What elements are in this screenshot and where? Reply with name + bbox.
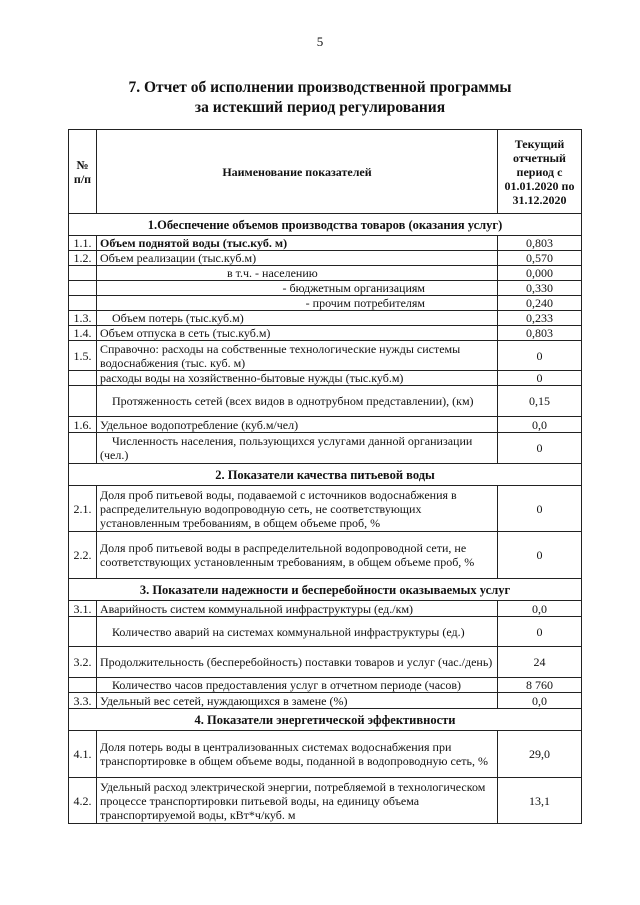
row-value: 0,330 — [498, 281, 582, 296]
table-row — [69, 532, 582, 579]
table-row — [69, 433, 582, 464]
page-title — [0, 78, 640, 118]
title-line-1: 7. Отчет об исполнении производственной программы — [128, 79, 512, 96]
table-header-row — [69, 130, 582, 214]
table-row — [69, 617, 582, 647]
table-row — [69, 341, 582, 371]
row-value: 0,0 — [498, 601, 582, 617]
row-name: Удельный расход электрической энергии, потребляемой в технологическом процессе транспортировки питьевой воды, на единицу объема транспортируемой воды, кВт*ч/куб. м — [97, 778, 498, 824]
row-num: 4.1. — [69, 731, 97, 778]
row-value: 0,000 — [498, 266, 582, 281]
row-num: 1.5. — [69, 341, 97, 371]
row-name: Продолжительность (бесперебойность) поставки товаров и услуг (час./день) — [97, 647, 498, 678]
row-name: расходы воды на хозяйственно-бытовые нужды (тыс.куб.м) — [97, 371, 498, 386]
row-num: 4.2. — [69, 778, 97, 824]
table-row — [69, 266, 582, 281]
row-value: 0 — [498, 617, 582, 647]
row-name: Объем поднятой воды (тыс.куб. м) — [97, 236, 498, 251]
row-name: Аварийность систем коммунальной инфраструктуры (ед./км) — [97, 601, 498, 617]
header-num: № п/п — [69, 130, 97, 214]
header-name: Наименование показателей — [97, 130, 498, 214]
row-name: Численность населения, пользующихся услугами данной организации (чел.) — [97, 433, 498, 464]
report-table — [68, 129, 582, 824]
row-num: 1.1. — [69, 236, 97, 251]
row-value: 0 — [498, 433, 582, 464]
row-num: 2.1. — [69, 486, 97, 532]
row-value: 13,1 — [498, 778, 582, 824]
table-row — [69, 296, 582, 311]
section-title: 4. Показатели энергетической эффективности — [69, 709, 582, 731]
row-value: 0 — [498, 486, 582, 532]
table-row — [69, 678, 582, 693]
table-row — [69, 601, 582, 617]
row-name: в т.ч. - населению — [97, 266, 498, 281]
table-row — [69, 251, 582, 266]
row-value: 0,803 — [498, 326, 582, 341]
row-value: 0 — [498, 371, 582, 386]
row-value: 0,570 — [498, 251, 582, 266]
row-name: Справочно: расходы на собственные технологические нужды системы водоснабжения (тыс. куб. м) — [97, 341, 498, 371]
section-title: 1.Обеспечение объемов производства товаров (оказания услуг) — [69, 214, 582, 236]
section-row — [69, 464, 582, 486]
row-num: 1.4. — [69, 326, 97, 341]
row-value: 0,803 — [498, 236, 582, 251]
table-row — [69, 311, 582, 326]
row-name: Объем отпуска в сеть (тыс.куб.м) — [97, 326, 498, 341]
row-name: Объем реализации (тыс.куб.м) — [97, 251, 498, 266]
row-name: Количество аварий на системах коммунальной инфраструктуры (ед.) — [97, 617, 498, 647]
section-title: 3. Показатели надежности и бесперебойности оказываемых услуг — [69, 579, 582, 601]
row-name: Удельный вес сетей, нуждающихся в замене (%) — [97, 693, 498, 709]
row-value: 0 — [498, 341, 582, 371]
row-value: 29,0 — [498, 731, 582, 778]
row-num: 3.3. — [69, 693, 97, 709]
row-num: 1.2. — [69, 251, 97, 266]
row-name: Доля потерь воды в централизованных системах водоснабжения при транспортировке в общем объеме воды, поданной в водопроводную сеть, % — [97, 731, 498, 778]
row-name: Объем потерь (тыс.куб.м) — [97, 311, 498, 326]
table-row — [69, 236, 582, 251]
row-value: 8 760 — [498, 678, 582, 693]
row-value: 0,0 — [498, 693, 582, 709]
table-row — [69, 386, 582, 417]
row-num: 3.1. — [69, 601, 97, 617]
row-name: Количество часов предоставления услуг в отчетном периоде (часов) — [97, 678, 498, 693]
row-name: - бюджетным организациям — [97, 281, 498, 296]
row-num: 3.2. — [69, 647, 97, 678]
table-row — [69, 486, 582, 532]
row-num: 2.2. — [69, 532, 97, 579]
row-name: Протяженность сетей (всех видов в однотрубном представлении), (км) — [97, 386, 498, 417]
table-row — [69, 281, 582, 296]
row-name: Доля проб питьевой воды в распределительной водопроводной сети, не соответствующих установленным требованиям, в общем объеме проб, % — [97, 532, 498, 579]
table-row — [69, 778, 582, 824]
row-value: 0 — [498, 532, 582, 579]
row-num — [69, 433, 97, 464]
row-num — [69, 266, 97, 281]
row-name: Удельное водопотребление (куб.м/чел) — [97, 417, 498, 433]
row-value: 0,240 — [498, 296, 582, 311]
row-num — [69, 296, 97, 311]
page-number: 5 — [316, 34, 324, 49]
table-row — [69, 693, 582, 709]
table-row — [69, 731, 582, 778]
row-value: 0,233 — [498, 311, 582, 326]
section-row — [69, 579, 582, 601]
row-num — [69, 386, 97, 417]
row-value: 0,15 — [498, 386, 582, 417]
table-row — [69, 647, 582, 678]
table-row — [69, 417, 582, 433]
row-num — [69, 678, 97, 693]
row-num: 1.6. — [69, 417, 97, 433]
section-title: 2. Показатели качества питьевой воды — [69, 464, 582, 486]
header-value: Текущий отчетный период с 01.01.2020 по 31.12.2020 — [498, 130, 582, 214]
table-row — [69, 326, 582, 341]
section-row — [69, 709, 582, 731]
row-name: - прочим потребителям — [97, 296, 498, 311]
row-value: 0,0 — [498, 417, 582, 433]
row-name: Доля проб питьевой воды, подаваемой с источников водоснабжения в распределительную водопроводную сеть, не соответствующих установленным требованиям, в общем объеме проб, % — [97, 486, 498, 532]
table-row — [69, 371, 582, 386]
title-line-2: за истекший период регулирования — [194, 99, 446, 116]
row-value: 24 — [498, 647, 582, 678]
row-num — [69, 281, 97, 296]
row-num — [69, 617, 97, 647]
section-row — [69, 214, 582, 236]
row-num — [69, 371, 97, 386]
row-num: 1.3. — [69, 311, 97, 326]
